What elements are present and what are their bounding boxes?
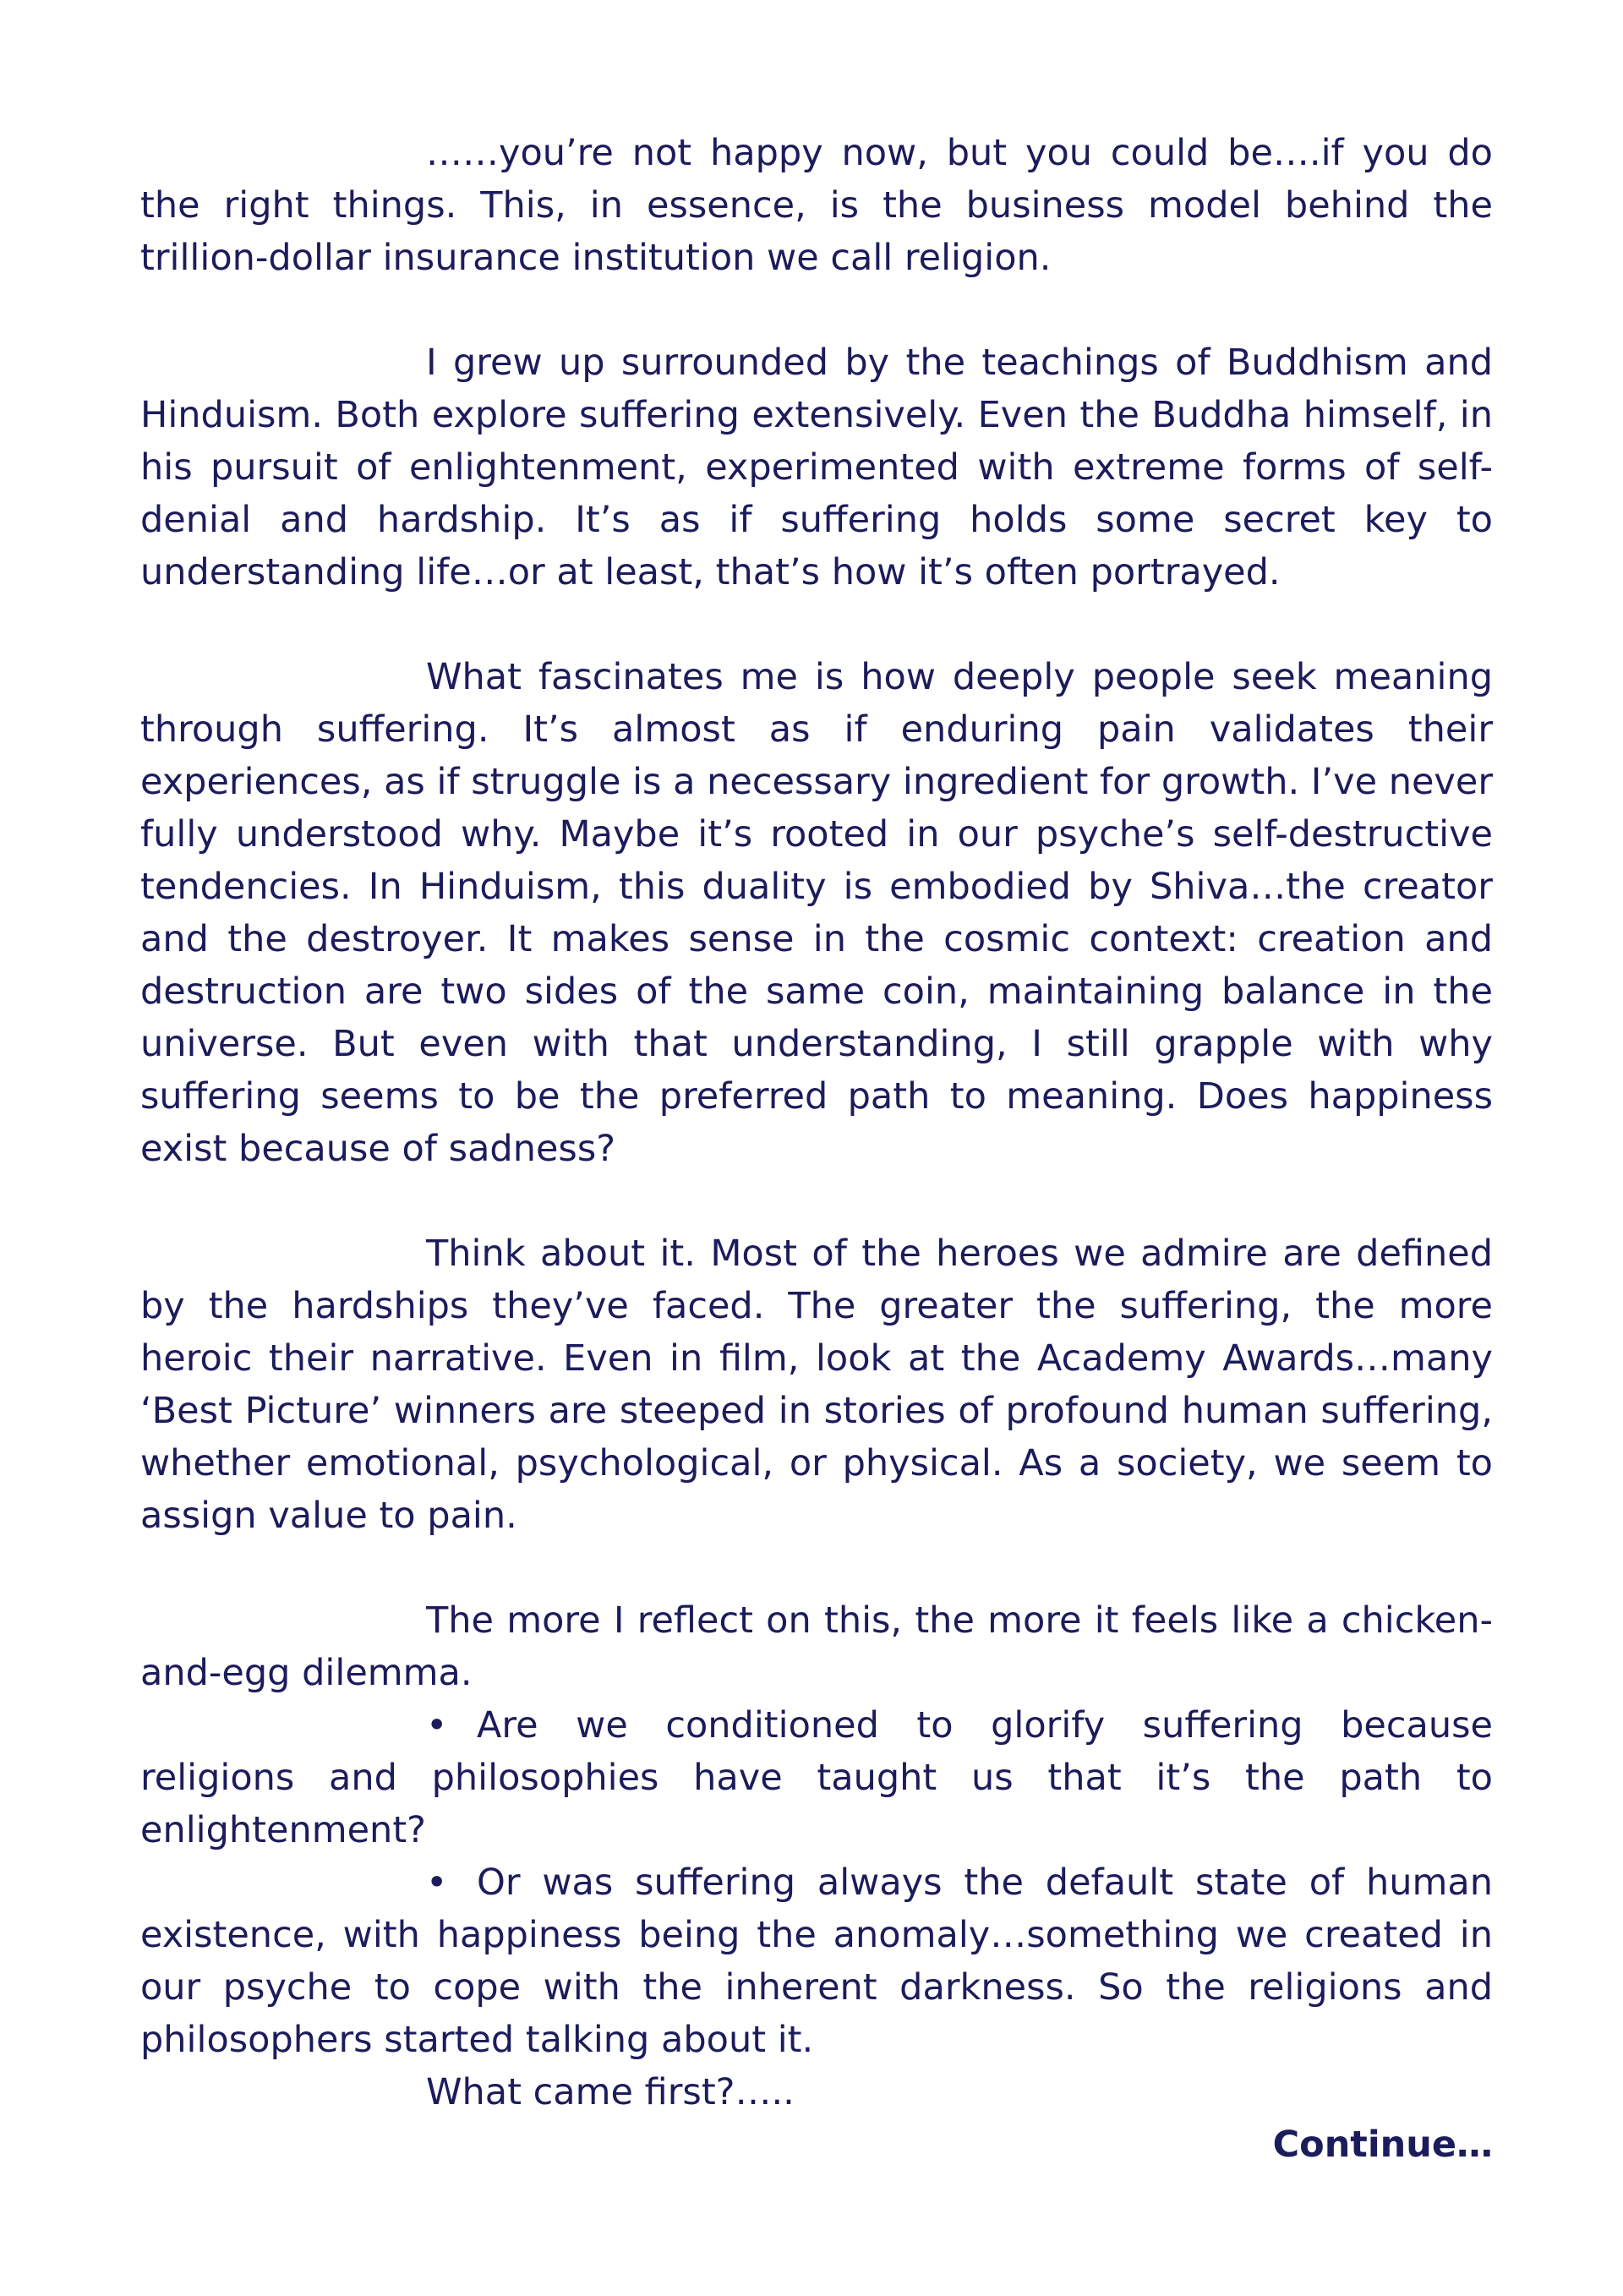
document-page [140,127,1493,2171]
bullet-item [140,1699,1493,1856]
paragraph-heroes: Think about it. Most of the heroes we admire are defined by the hardships they’ve faced. The greater the suffering, the more heroic their narrative. Even in film, look at the Academy Awards…many ‘Best Picture’ winners are steeped in stories of profound human suffering, whether emotional, psychological, or physical. As a society, we seem to assign value to pain. [140,1233,1493,1537]
paragraph-intro: ……you’re not happy now, but you could be….if you do the right things. This, in essence, is the business model behind the trillion-dollar insurance institution we call religion. [140,132,1493,279]
paragraph-gap [140,284,1493,336]
bullet-text: Are we conditioned to glorify suffering because religions and philosophies have taught us that it’s the path to enlightenment? [140,1704,1493,1851]
closing-question: What came first?….. [426,2071,795,2113]
paragraph-buddhism: I grew up surrounded by the teachings of Buddhism and Hinduism. Both explore suffering extensively. Even the Buddha himself, in his pursuit of enlightenment, experimented with extreme forms of self-denial and hardship. It’s as if suffering holds some secret key to understanding life…or at least, that’s how it’s often portrayed. [140,342,1493,593]
paragraph-gap [140,1175,1493,1227]
continue-label: Continue… [1272,2124,1493,2166]
bullet-item [140,1856,1493,2066]
paragraph-dilemma: The more I reflect on this, the more it feels like a chicken-and-egg dilemma. [140,1599,1493,1694]
bullet-icon: • [426,1704,448,1747]
bullet-text: Or was suffering always the default state of human existence, with happiness being the anomaly…something we created in our psyche to cope with the inherent darkness. So the religions and philosophers started talking about it. [140,1861,1493,2061]
paragraph-gap [140,1542,1493,1594]
bullet-icon: • [426,1861,448,1904]
paragraph-meaning: What fascinates me is how deeply people seek meaning through suffering. It’s almost as if enduring pain validates their experiences, as if struggle is a necessary ingredient for growth. I’ve never fully understood why. Maybe it’s rooted in our psyche’s self-destructive tendencies. In Hinduism, this duality is embodied by Shiva…the creator and the destroyer. It makes sense in the cosmic context: creation and destruction are two sides of the same coin, maintaining balance in the universe. But even with that understanding, I still grapple with why suffering seems to be the preferred path to meaning. Does happiness exist because of sadness? [140,656,1494,1170]
paragraph-gap [140,599,1493,651]
